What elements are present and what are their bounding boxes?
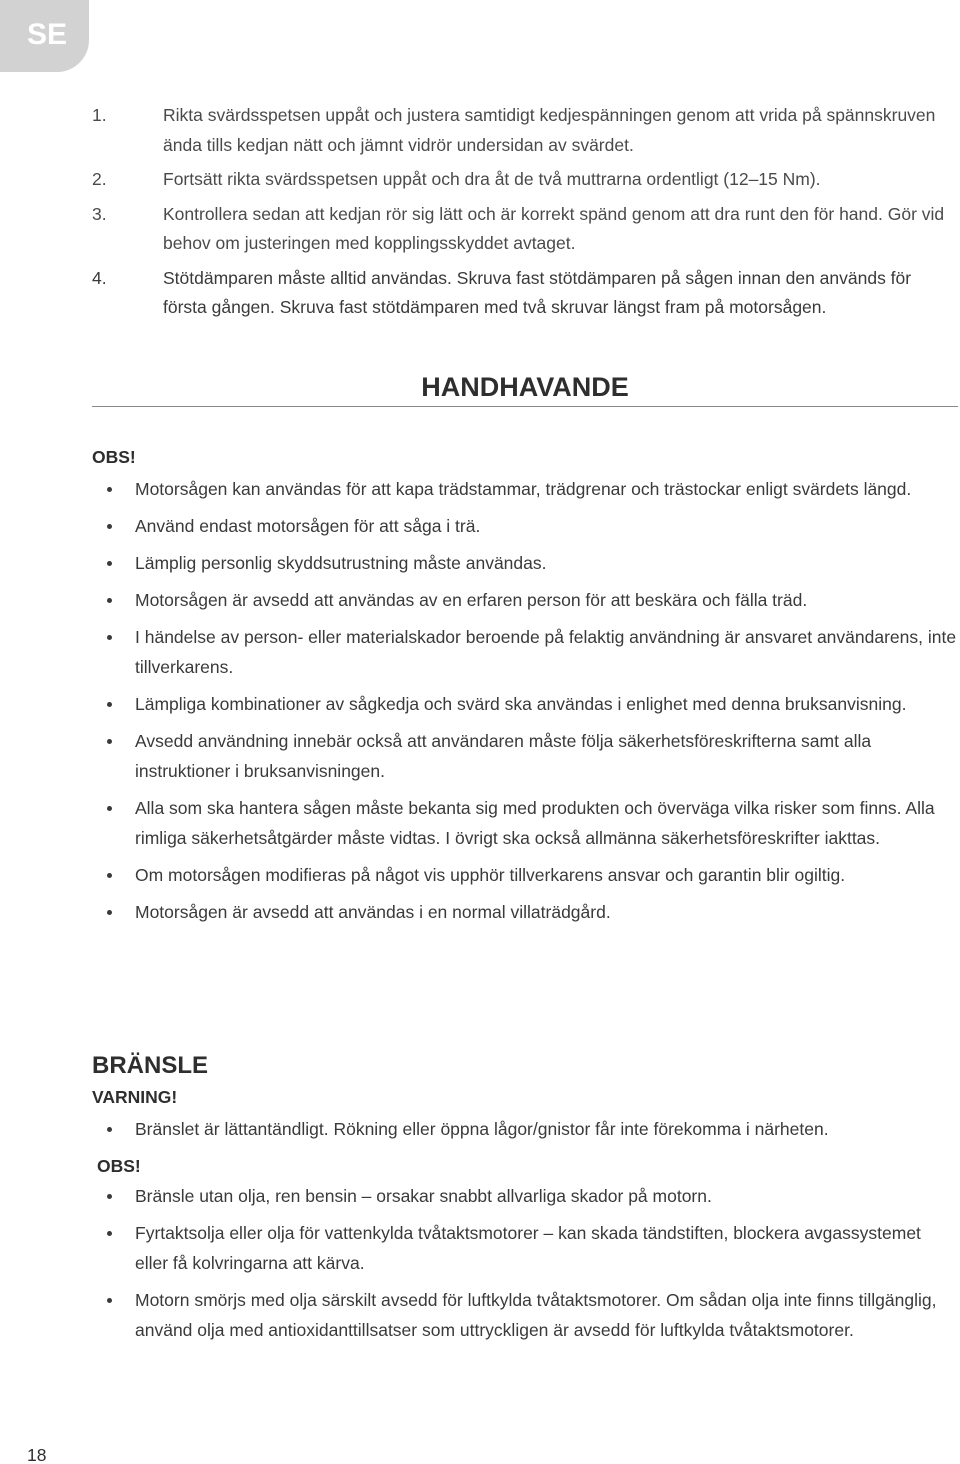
- page-number: 18: [27, 1445, 47, 1464]
- list-item-text: Motorsågen kan användas för att kapa trädstammar, trädgrenar och trästockar enligt svärdets längd.: [135, 479, 912, 499]
- bullet-icon: [107, 1194, 112, 1199]
- list-item-text: Bränsle utan olja, ren bensin – orsakar snabbt allvarliga skador på motorn.: [135, 1186, 712, 1206]
- bullet-icon: [107, 806, 112, 811]
- warning-bullet-list: [92, 1114, 958, 1151]
- language-tab: SE: [0, 0, 89, 72]
- section-title-bransle: BRÄNSLE: [92, 1052, 209, 1079]
- step-number: 4.: [92, 267, 107, 288]
- step-number: 3.: [92, 203, 107, 224]
- list-item: [92, 622, 958, 682]
- bullet-icon: [107, 873, 112, 878]
- step-text: Rikta svärdsspetsen uppåt och justera samtidigt kedjespänningen genom att vrida på spännskruven ända tills kedjan nätt och jämnt vidrör undersidan av svärdet.: [163, 105, 936, 155]
- section-title-text: HANDHAVANDE: [421, 372, 629, 402]
- bullet-icon: [107, 702, 112, 707]
- step-number: 2.: [92, 169, 107, 189]
- bullet-icon: [107, 635, 112, 640]
- list-item-text: Motorsågen är avsedd att användas av en erfaren person för att beskära och fälla träd.: [135, 590, 808, 610]
- step-text: Kontrollera sedan att kedjan rör sig lätt och är korrekt spänd genom att dra runt den för hand. Gör vid behov om justeringen med kopplingsskyddet avtaget.: [163, 203, 945, 253]
- bullet-icon: [107, 487, 112, 492]
- section-title-handhavande: [92, 372, 958, 403]
- list-item-text: Avsedd användning innebär också att användaren måste följa säkerhetsföreskrifterna samt alla instruktioner i bruksanvisningen.: [135, 731, 872, 781]
- obs-label: OBS!: [97, 1156, 141, 1176]
- list-item: [92, 1285, 958, 1345]
- list-item-text: Lämplig personlig skyddsutrustning måste användas.: [135, 553, 547, 573]
- list-item: [92, 548, 958, 578]
- step-item: [92, 264, 958, 323]
- list-item-text: Motorsågen är avsedd att användas i en normal villaträdgård.: [135, 902, 611, 922]
- list-item-text: Lämpliga kombinationer av sågkedja och svärd ska användas i enlighet med denna bruksanvisning.: [135, 694, 907, 714]
- list-item: [92, 793, 958, 853]
- step-item: [92, 165, 958, 195]
- step-number: 1.: [92, 105, 107, 125]
- obs-label: OBS!: [92, 447, 136, 467]
- list-item: [92, 726, 958, 786]
- list-item: [92, 1218, 958, 1278]
- list-item: [92, 585, 958, 615]
- handhavande-bullet-list: [92, 474, 958, 934]
- bullet-icon: [107, 910, 112, 915]
- list-item-text: Om motorsågen modifieras på något vis upphör tillverkarens ansvar och garantin blir ogiltig.: [135, 865, 846, 885]
- warning-label: VARNING!: [92, 1087, 178, 1107]
- list-item-text: I händelse av person- eller materialskador beroende på felaktig användning är ansvaret användarens, inte tillverkarens.: [135, 627, 957, 677]
- bullet-icon: [107, 1231, 112, 1236]
- step-item: [92, 101, 958, 160]
- list-item: [92, 897, 958, 927]
- bullet-icon: [107, 1127, 112, 1132]
- list-item: [92, 1114, 958, 1144]
- list-item: [92, 689, 958, 719]
- bullet-icon: [107, 1298, 112, 1303]
- bullet-icon: [107, 561, 112, 566]
- list-item: [92, 1181, 958, 1211]
- bullet-icon: [107, 739, 112, 744]
- list-item: [92, 860, 958, 890]
- assembly-steps: [92, 101, 958, 328]
- bullet-icon: [107, 524, 112, 529]
- step-text: Fortsätt rikta svärdsspetsen uppåt och dra åt de två muttrarna ordentligt (12–15 Nm).: [163, 169, 821, 189]
- list-item-text: Bränslet är lättantändligt. Rökning eller öppna lågor/gnistor får inte förekomma i närheten.: [135, 1119, 829, 1139]
- list-item-text: Alla som ska hantera sågen måste bekanta sig med produkten och överväga vilka risker som finns. Alla rimliga säkerhetsåtgärder måste vidtas. I övrigt ska också allmänna säkerhetsföreskrifter iakttas.: [135, 798, 935, 848]
- list-item: [92, 474, 958, 504]
- step-text: Stötdämparen måste alltid användas. Skruva fast stötdämparen på sågen innan den används för första gången. Skruva fast stötdämparen med två skruvar längst fram på motorsågen.: [163, 267, 912, 317]
- list-item-text: Motorn smörjs med olja särskilt avsedd för luftkylda tvåtaktsmotorer. Om sådan olja inte finns tillgänglig, använd olja med antioxidanttillsatser som uttryckligen är avsedd för luftkylda tvåtaktsmotorer.: [135, 1290, 937, 1340]
- step-item: [92, 200, 958, 259]
- section-divider: [92, 406, 958, 407]
- list-item: [92, 511, 958, 541]
- bullet-icon: [107, 598, 112, 603]
- list-item-text: Använd endast motorsågen för att såga i trä.: [135, 516, 481, 536]
- bransle-obs-bullet-list: [92, 1181, 958, 1352]
- list-item-text: Fyrtaktsolja eller olja för vattenkylda tvåtaktsmotorer – kan skada tändstiften, blockera avgassystemet eller få kolvringarna att kärva.: [135, 1223, 921, 1273]
